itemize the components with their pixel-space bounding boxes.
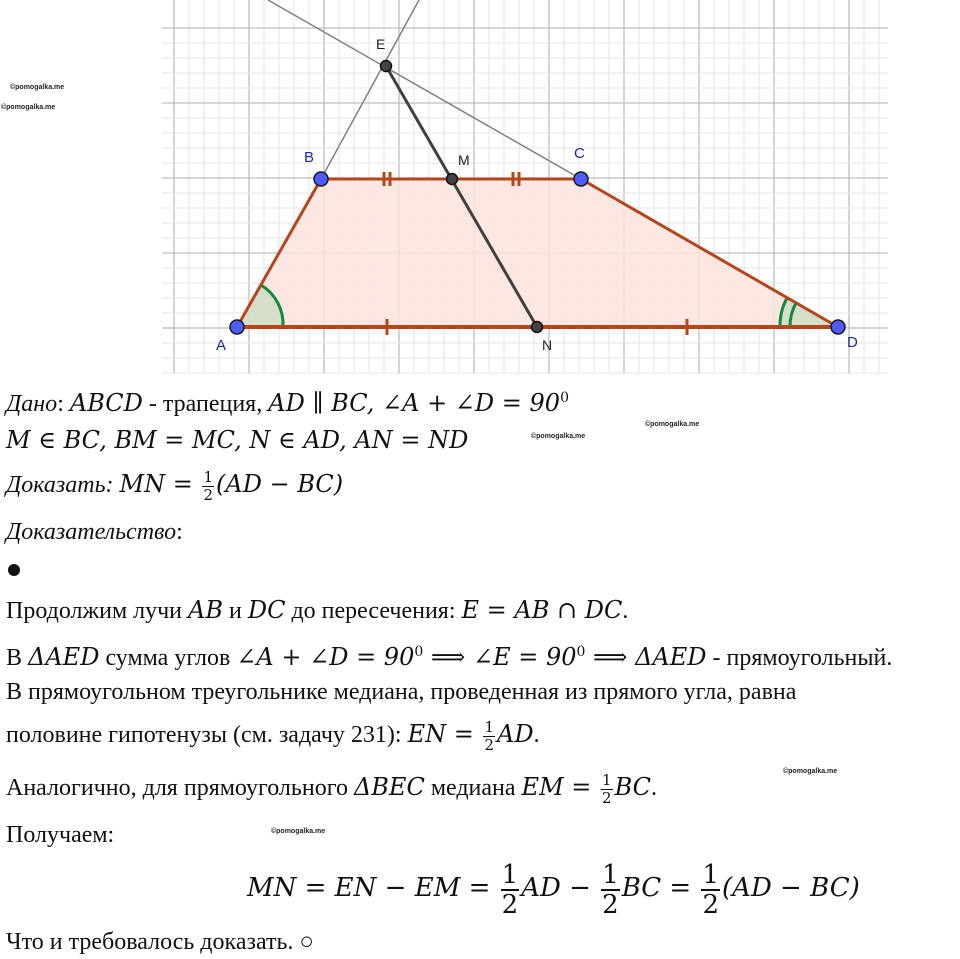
step-math: ∠A + ∠D = 90: [236, 643, 415, 671]
fraction-den: 2: [602, 890, 619, 920]
given-angles: ∠A + ∠D = 90: [382, 389, 561, 417]
proof-label: Доказательство: [6, 519, 177, 545]
bullet-point: [8, 564, 20, 576]
given-line-2: [6, 426, 468, 455]
step-text: .: [651, 775, 658, 802]
watermark: ©pomogalka.me: [1, 104, 56, 111]
final-formula: [247, 862, 860, 918]
given-text: - трапеция,: [142, 391, 269, 417]
degree: 0: [414, 644, 424, 660]
given-conditions: M ∈ BC, BM = MC, N ∈ AD, AN = ND: [6, 426, 469, 454]
step-math: EM =: [521, 773, 600, 802]
fraction-num: 1: [484, 718, 495, 736]
proof-label-line: [6, 518, 183, 546]
point-c: [574, 172, 588, 186]
step-text: сумма углов: [99, 645, 237, 671]
geometry-figure: [0, 0, 960, 380]
label-m: M: [458, 152, 470, 168]
step-text: В прямоугольном треугольнике медиана, проведенная из прямого угла, равна: [6, 679, 797, 705]
step-math: E = AB ∩ DC: [461, 596, 623, 624]
prove-rhs: (AD − BC): [216, 470, 344, 499]
watermark: ©pomogalka.me: [271, 828, 326, 835]
step-text: медиана: [424, 775, 522, 802]
watermark: ©pomogalka.me: [645, 421, 700, 428]
step-text: В: [6, 645, 29, 671]
step-text: до пересечения:: [285, 598, 462, 624]
conclusion-text: Что и требовалось доказать. ○: [6, 929, 314, 955]
step-3: [6, 678, 796, 706]
step-5: [6, 773, 657, 806]
step-text: Аналогично, для прямоугольного: [6, 775, 354, 802]
fraction-half: [701, 862, 720, 918]
step-math: ΔBEC: [353, 773, 425, 802]
watermark: ©pomogalka.me: [783, 768, 838, 775]
fraction-den: 2: [702, 890, 720, 920]
fraction-den: 2: [203, 486, 214, 504]
step-text: .: [622, 598, 629, 624]
prove-line: [6, 470, 343, 503]
implies-arrow: ⟹: [423, 643, 473, 671]
given-deg: 0: [560, 390, 569, 406]
fraction-half: [483, 720, 495, 753]
implies-arrow: ⟹: [585, 643, 636, 671]
proof-colon: :: [176, 519, 183, 545]
formula-part: MN = EN − EM =: [247, 872, 499, 903]
formula-part: (AD − BC): [722, 872, 860, 903]
watermark: ©pomogalka.me: [531, 433, 586, 440]
label-d: D: [847, 334, 858, 351]
step-math: ∠E = 90: [472, 643, 577, 671]
point-n: [532, 322, 543, 333]
given-abcd: ABCD: [69, 389, 143, 417]
watermark: ©pomogalka.me: [10, 84, 65, 91]
fraction-half: [601, 862, 620, 918]
fraction-den: 2: [602, 789, 612, 807]
fraction-num: 1: [602, 771, 612, 789]
fraction-half: [202, 470, 214, 503]
step-text: половине гипотенузы (см. задачу 231):: [6, 722, 408, 749]
step-6: [6, 821, 114, 849]
formula-part: BC =: [621, 872, 700, 903]
point-d: [831, 320, 845, 334]
step-text: - прямоугольный.: [706, 645, 893, 671]
point-b: [314, 172, 328, 186]
fraction-num: 1: [203, 468, 214, 486]
ray-ab: [321, 0, 419, 179]
label-a: A: [216, 337, 227, 354]
label-n: N: [542, 337, 553, 353]
step-math: EN =: [407, 720, 482, 749]
step-text: Получаем:: [6, 822, 115, 848]
label-b: B: [304, 149, 315, 166]
fraction-num: 1: [602, 860, 619, 890]
step-text: .: [533, 722, 540, 749]
fraction-num: 1: [501, 860, 519, 890]
prove-lhs: MN =: [119, 470, 201, 499]
label-e: E: [376, 36, 386, 52]
step-math: AB: [188, 596, 223, 624]
step-math: AD: [497, 720, 534, 749]
step-math: ΔAED: [635, 643, 707, 671]
given-label: Дано: [6, 391, 58, 417]
prove-label: Доказать:: [6, 472, 120, 499]
step-math: ΔAED: [28, 643, 100, 671]
step-2: [6, 638, 892, 672]
point-e: [381, 61, 392, 72]
step-math: DC: [247, 596, 286, 624]
step-text: Продолжим лучи: [6, 598, 189, 624]
step-1: [6, 596, 628, 625]
step-text: и: [222, 598, 248, 624]
point-m: [447, 174, 458, 185]
label-c: C: [574, 145, 585, 162]
step-4: [6, 720, 540, 753]
step-math: BC: [614, 773, 652, 802]
given-parallel: AD ∥ BC,: [268, 389, 382, 417]
degree: 0: [576, 644, 586, 660]
given-sep: :: [57, 391, 70, 417]
fraction-half: [501, 862, 520, 918]
point-a: [230, 320, 244, 334]
fraction-den: 2: [501, 890, 519, 920]
formula-part: AD −: [521, 872, 600, 903]
fraction-num: 1: [702, 860, 720, 890]
fraction-half: [601, 773, 613, 806]
given-line: [6, 384, 569, 418]
conclusion-line: [6, 928, 314, 956]
fraction-den: 2: [484, 736, 495, 754]
